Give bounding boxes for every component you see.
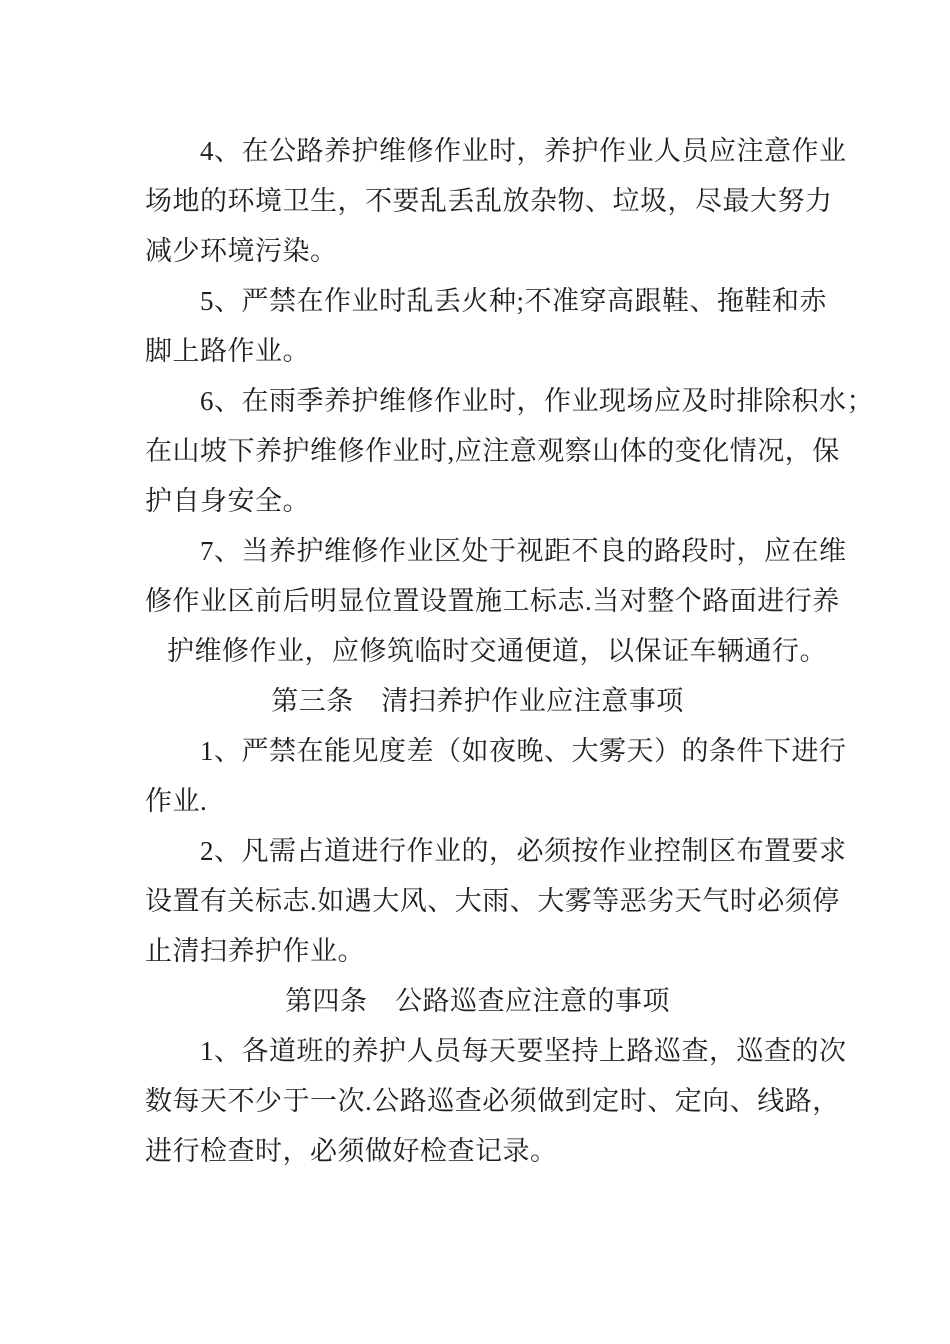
text-line: 1、严禁在能见度差（如夜晚、大雾天）的条件下进行 — [200, 736, 847, 766]
text-line: 设置有关标志.如遇大风、大雨、大雾等恶劣天气时必须停 — [145, 886, 840, 916]
text-line: 5、严禁在作业时乱丢火种;不准穿高跟鞋、拖鞋和赤 — [200, 286, 828, 316]
text-line: 护自身安全。 — [145, 486, 310, 516]
section-heading: 第三条 清扫养护作业应注意事项 — [271, 686, 684, 716]
text-line: 作业. — [145, 786, 208, 816]
text-line: 2、凡需占道进行作业的，必须按作业控制区布置要求 — [200, 836, 847, 866]
text-line: 修作业区前后明显位置设置施工标志.当对整个路面进行养 — [145, 586, 840, 616]
text-line: 在山坡下养护维修作业时,应注意观察山体的变化情况，保 — [145, 436, 840, 466]
section-heading: 第四条 公路巡查应注意的事项 — [285, 986, 670, 1016]
text-line: 4、在公路养护维修作业时，养护作业人员应注意作业 — [200, 136, 847, 166]
text-line: 场地的环境卫生，不要乱丢乱放杂物、垃圾，尽最大努力 — [145, 186, 833, 216]
text-line: 1、各道班的养护人员每天要坚持上路巡查，巡查的次 — [200, 1036, 847, 1066]
text-line: 7、当养护维修作业区处于视距不良的路段时，应在维 — [200, 536, 847, 566]
text-line: 止清扫养护作业。 — [145, 936, 365, 966]
text-line: 减少环境污染。 — [145, 236, 338, 266]
text-line: 进行检查时，必须做好检查记录。 — [145, 1136, 558, 1166]
document-body — [145, 126, 874, 1176]
text-line: 护维修作业，应修筑临时交通便道，以保证车辆通行。 — [167, 636, 827, 666]
text-line: 脚上路作业。 — [145, 336, 310, 366]
text-line: 数每天不少于一次.公路巡查必须做到定时、定向、线路， — [145, 1086, 840, 1116]
text-line: 6、在雨季养护维修作业时，作业现场应及时排除积水； — [200, 386, 874, 416]
